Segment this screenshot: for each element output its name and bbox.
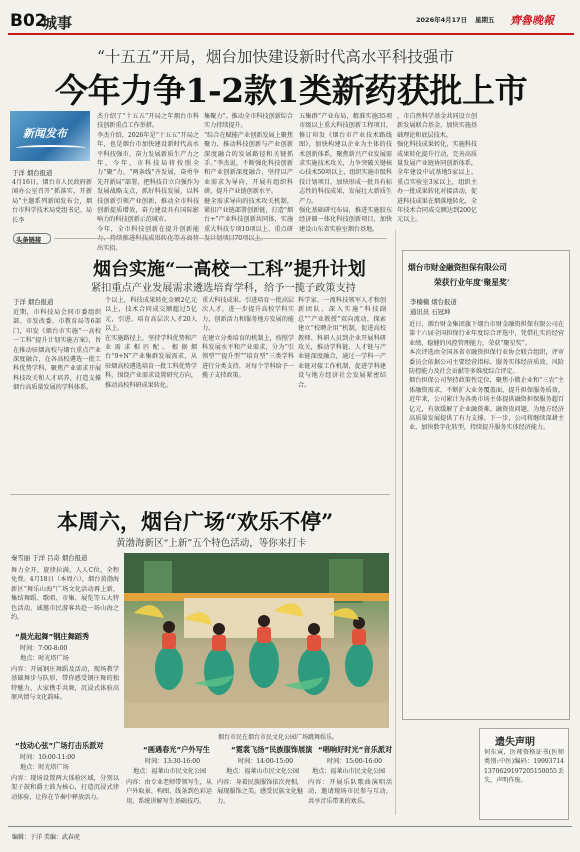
event-3-desc: 内容：由专业老师带领写生，从户外取景、构图、线条到色彩运用，系统讲解写生基础技巧。: [126, 779, 212, 805]
story2-byline: 于洋 烟台报道: [13, 298, 54, 306]
event-2-place: 地点：时光塔广场: [20, 764, 69, 771]
section-name: 城事: [42, 14, 73, 32]
story2-bottom-rule: [10, 494, 390, 495]
sidebar-byline-2: 通讯员 石冠坤: [410, 308, 451, 316]
story2-tag: 头条链接: [16, 237, 42, 244]
sidebar-divider: [395, 230, 396, 815]
story3-headline: 本周六，烟台广场“欢乐不停”: [57, 509, 334, 534]
event-5-title: “唱响好时光”音乐派对: [318, 745, 393, 754]
event-1-desc: 内容：开展钢庄舞蹈及活动，现场教学基础舞步与队形，带你感受钢庄舞的独特魅力，大家携手共舞，沉浸式体验高原风情与文化韵味。: [11, 666, 119, 702]
sidebar-org: 烟台市财金融资担保有限公司: [408, 263, 507, 272]
lead-col-4: 五集群”产业布局，精准实施35项市级以上重大科技创新工程项目，修订印发《烟台市产业技术路线图》，加快构建以企业为主体的技术创新体系，聚焦新兴产业发展需求实施技术攻关，力争突破关键核心技术50项以上，组织实施市级科技计划项目，加快形成一批具有标志性的科技成果，发展壮大新质生产力。 强化基础研究布局，推进实施胶东经济圈一体化科技创新项目，加快建设山东省实验室烟台基地。: [299, 113, 392, 233]
event-1-title: “晨光起舞”钢庄舞蹈秀: [15, 632, 90, 641]
badge-text: 新闻发布: [23, 127, 67, 140]
sidebar-title: 荣获行业年度‘聚星奖’: [434, 278, 510, 287]
event-2-time: 时间：10:00-11:00: [20, 754, 75, 761]
footer-editors: 编辑：于洋 美编：武春虎: [12, 834, 80, 841]
event-4-place: 地点：福莱山市民文化公园: [226, 768, 300, 775]
event-4-title: “霓裳飞扬”民族服饰展演: [231, 745, 313, 754]
lead-col-3: 集聚力”。推动全市科技创新综合实力持续提升。 “综合在赋能产业创新发展上聚焦聚力，推动科技创新与产业创新深度融合的发展路径和关键抓手。”李杰说，不断强化科技创新和产业创新深度融合，坚持以产业需求为导向，开展有组织科研，提升产业链创新水平。 健全需求导向的技术攻关机制，紧扣产业链部署创新链，打造“烟台+”产业科技创新共同体，实施重大科技专项10项以上、重点研: [204, 113, 293, 233]
page-code: B02: [10, 11, 47, 31]
story2-col-3: 重大科技成果。引进培育一批高层次人才，进一步提升高校学科实力，创新活力和服务地方发展的能力。 在建立分类培育的机制上，按照学科发展水平和产业需求，分为“引领型”“提升型”“培育型”三类学科进行分类支持，对每个学科给予一揽子支持政策。: [202, 297, 294, 380]
sidebar-byline-1: 李楠楠 烟台报道: [410, 298, 457, 306]
event-4-desc: 内容：身着民族服饰依次亮相，展现服饰之美，感受民族文化魅力。: [217, 779, 303, 805]
event-5-place: 地点：福莱山市民文化公园: [312, 768, 386, 775]
lead-col-2: 杰介绍了“十五五”开局之年烟台市科技创新重点工作举措。 李杰介绍，2026年是“十五五”开局之年，也是烟台市加快建设新时代高水平科技强市，奋力发展新质生产力之年，今年，市科技局将按照全力“聚”力、“两条线”齐发展，奋勇争先开新局”部署，把科技自立自强作为发展战略支点，抓好科技发展，以科技创新引领产业创新，推动全市科技创新提质增效，奋力建设具有国际影响力的科技创新示范城市。 今年，全市科技创新在提升创新能 出实招。: [97, 113, 199, 252]
story2-headline: 烟台实施“一高校一工科”提升计划: [93, 259, 366, 280]
photo-caption: 烟台市民在烟台市民文化公园广场跳舞娱乐。: [218, 734, 339, 741]
issue-weekday: 星期五: [475, 16, 495, 24]
story2-subhead: 紧扣重点产业发展需求遴选培育学科，给予一揽子政策支持: [91, 283, 356, 294]
story2-col-1: 近期，市科技局会同市委组织部、市发改委、市教育局等6部门，印发《烟台市实施“一高校一工科”提升计划实施方案》，旨在推动驻烟高校与烟台重点产业深度融合，在各高校遴选一批工科优势学科，聚焦产业需求开展科技攻关和人才培养，打造支撑烟台高质量发展的学科体系。: [13, 309, 101, 392]
footer-rule: [8, 826, 572, 827]
story3-intro: 舞力全开，旋律拉满，人人C位，全程免费。4月18日（本周六），烟台黄渤海新区“舞乐山海”广场文化活动再上新，集结舞蹈、歌唱、市集、展览等五大特色活动，诚邀市民游客共赴一场山海之约。: [11, 567, 119, 622]
paper-logo: 齊魯晚報: [510, 14, 554, 27]
story3-subhead: 黄渤海新区“上新”五个特色活动，等你来打卡: [116, 538, 307, 549]
lead-col-6: [482, 112, 568, 225]
issue-date: 2026年4月17日: [416, 16, 468, 24]
event-1-place: 地点：时光塔广场: [20, 655, 69, 662]
dance-photo: [124, 553, 389, 728]
story2-col-4: 科学家、一流科技领军人才和创新团队，深入实施“科技副总”“产业教授”双向流动，探索建立“校聘企用”机制，促进高校教师、科研人员到企业开展科研攻关，推动学科链、人才链与产业链深度融合，通过一学科一产业链对接工作机制，促进学科建设与地方经济社会发展紧密结合。: [298, 297, 386, 389]
event-4-time: 时间：14:00-15:00: [238, 758, 293, 765]
event-5-desc: 内容：开展乐队歌曲演唱活动，邀请现场市民参与互动，共享音乐带来的欢乐。: [308, 779, 392, 805]
story2-top-rule: [54, 238, 387, 239]
lead-col-5: ，市自然科学基金共同设立创新发展联合基金，加快实施基础理论和底层技术。 强化科技成果转化，实施科技成果转化提升行动，完善高质量发展产业链协同创新体系，全年建设中试基地5家以上、重点实验室3家以上，组织主办一批成果转化对接活动，促进科技成果在烟落地转化，全年技术合同成交额达到200亿元以上。: [397, 113, 477, 224]
event-5-time: 时间：15:00-16:00: [327, 758, 382, 765]
story2-col-2: 个以上，科技成果转化金额2亿元以上，技术合同成交额超过5亿元，引进、培育高层次人才20人以上。 在实施路径上，坚持学科优势和产业需求相匹配。根据烟台“9+N”产业集群发展需求，从驻烟高校遴选培育一批工科优势学科，围绕产业需求设置研究方向，推动高校科研成果转化。: [105, 297, 197, 389]
event-1-time: 时间：7:00-8:00: [20, 645, 68, 652]
sidebar-body: 近日，烟台财金集团旗下烟台市财金融资担保有限公司在第十六届全国担保行业年度综合评选中，凭借扎实的经营业绩、稳健的风控管理能力，荣获“聚星奖”。 本次评选由全国各省市融资担保行业协会联合组织，评审委员会依据公司主要经营指标、服务实体经济质效、风险防控能力及社会贡献等多维度综合评定。 烟台担保公司坚持政策性定位，聚焦小微企业和“三农”主体融资需求，不断扩大业务覆盖面，提升担保服务质效。近年来，公司累计为各类市场主体提供融资担保服务超百亿元，有效缓解了企业融资难、融资贵问题，为地方经济高质量发展提供了有力支撑。下一步，公司将继续深耕主业，加快数字化转型，持续提升服务实体经济能力。: [409, 321, 564, 432]
event-2-title: “技动心弦”广场打击乐派对: [15, 741, 104, 750]
lead-badge: [10, 111, 90, 161]
dance-photo-scene: [124, 553, 389, 728]
event-3-title: “画遇春光”户外写生: [143, 745, 210, 754]
lead-headline: 今年力争1-2款1类新药获批上市: [55, 71, 528, 110]
event-3-time: 时间：13:30-16:00: [145, 758, 200, 765]
lead-col-1: 4月16日，烟台市人民政府新闻办公室召开“抓落实，开新局”主题系列新闻发布会，烟台市科学技术局党组书记、局长李: [12, 179, 92, 224]
lead-kicker: “十五五”开局，烟台加快建设新时代高水平科技强市: [97, 48, 454, 66]
event-2-desc: 内容：现场设置两大体验区域，分别以架子鼓和爵士鼓为核心，打造沉浸式律动体验，让你在节奏中释放活力。: [11, 775, 119, 801]
header-rule: [8, 33, 574, 35]
badge-swoosh: [16, 145, 86, 151]
lead-byline: 于洋 烟台报道: [12, 169, 53, 177]
notice-title: 遗失声明: [495, 737, 535, 748]
story3-byline: 秦雪丽 于洋 吕奇 烟台报道: [11, 554, 88, 562]
notice-body: 何东寅，医师资格证书(医师类别:中医)编码：199937141370629197205150055丢失，声明作废。: [484, 749, 564, 785]
event-3-place: 地点：福莱山市民文化公园: [133, 768, 207, 775]
